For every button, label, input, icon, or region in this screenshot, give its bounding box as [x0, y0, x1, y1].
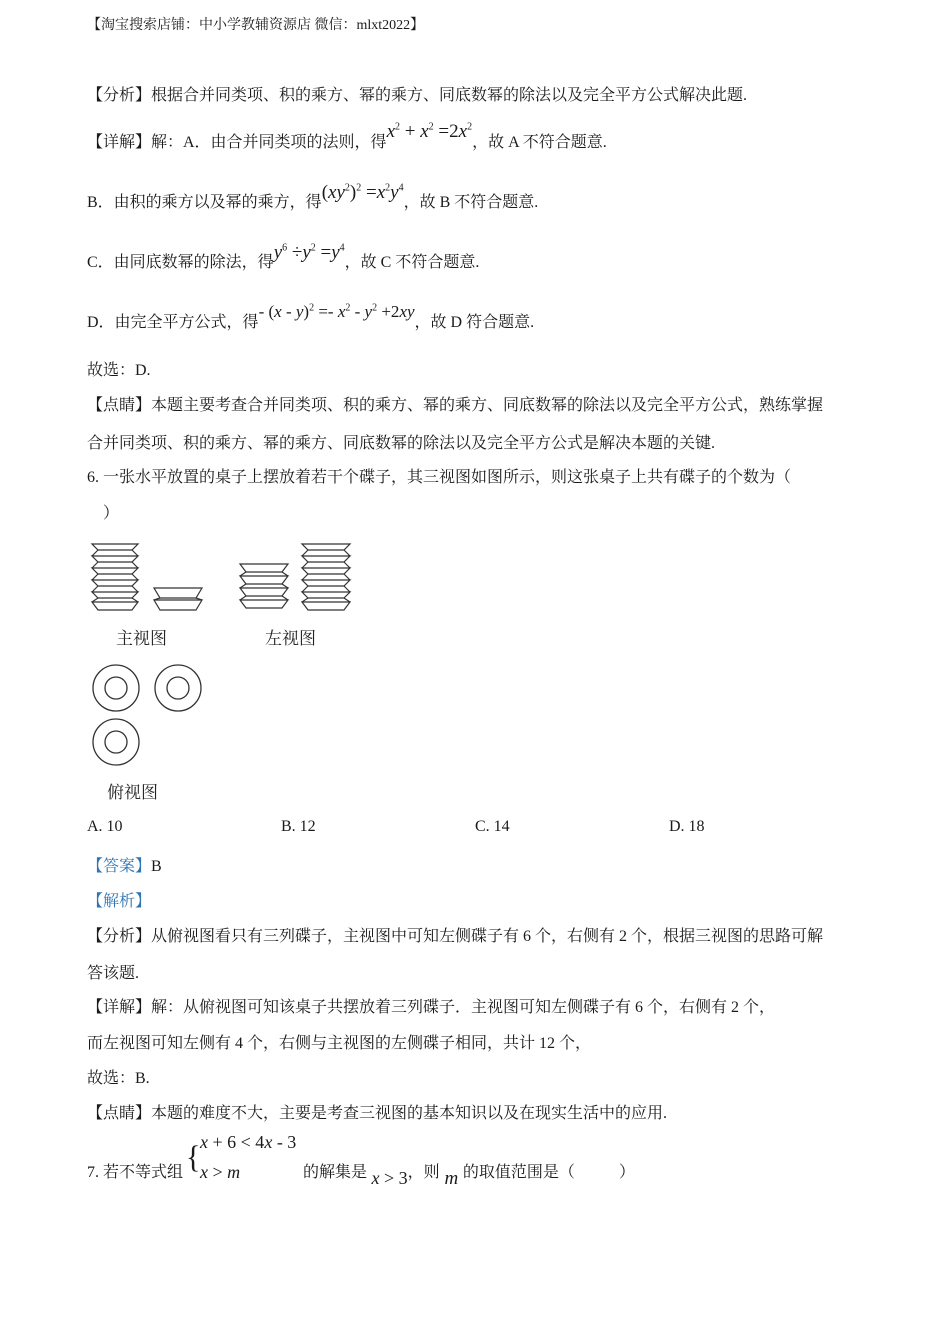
- q5-option-d: D．由完全平方公式，得- $(x - y)^2 =- x^2 - y^2 +2xy$，故 D 符合题意.: [87, 302, 535, 331]
- inequality-2: x > m: [200, 1162, 241, 1182]
- q6-parse-label: 【解析】: [87, 893, 152, 910]
- formula-a: $x^2 + x^2 =2x^2$: [386, 121, 473, 142]
- inequality-1: x + 6 < 4x - 3: [200, 1132, 297, 1152]
- q5-analysis: 【分析】根据合并同类项、积的乘方、幂的乘方、同底数幂的除法以及完全平方公式解决此题.: [87, 87, 748, 104]
- option-b: B. 12: [281, 818, 316, 835]
- q5-detail-a: 【详解】解：A．由合并同类项的法则，得$x^2 + x^2 =2x^2$，故 A 不符合题意.: [87, 121, 607, 151]
- q6-detail-line1: 【详解】解：从俯视图可知该桌子共摆放着三列碟子．主视图可知左侧碟子有 6 个，右侧有 2 个，: [87, 999, 776, 1016]
- system-brace: {: [186, 1140, 201, 1175]
- q6-stem-close: ）: [103, 505, 120, 522]
- q7-close: ）: [619, 1164, 636, 1181]
- q5-comment-line2: 合并同类项、积的乘方、幂的乘方、同底数幂的除法以及完全平方公式是解决本题的关键.: [87, 435, 716, 452]
- left-view-label: 左视图: [265, 629, 316, 649]
- formula-c: $y^6 \div y^2 =y^4$: [273, 242, 345, 263]
- q6-analysis-line1: 【分析】从俯视图看只有三列碟子，主视图中可知左侧碟子有 6 个，右侧有 2 个，根据三视图的思路可解: [87, 928, 824, 945]
- q7-prefix: 7. 若不等式组: [87, 1164, 184, 1181]
- q6-stem: 6. 一张水平放置的桌子上摆放着若干个碟子，其三视图如图所示，则这张桌子上共有碟子的个数为（: [87, 469, 792, 486]
- option-a: A. 10: [87, 818, 123, 835]
- front-view-figure: [88, 538, 208, 614]
- option-d: D. 18: [669, 818, 705, 835]
- q6-answer: 【答案】B: [87, 858, 162, 875]
- q5-option-c: C．由同底数幂的除法，得$y^6 \div y^2 =y^4$，故 C 不符合题意.: [87, 242, 480, 271]
- front-view-label: 主视图: [116, 629, 167, 649]
- q6-choice: 故选：B.: [87, 1070, 150, 1087]
- formula-d: - $(x - y)^2 =- x^2 - y^2 +2xy$: [258, 302, 415, 321]
- q7-middle: 的解集是 x > 3，则 m 的取值范围是（: [303, 1164, 575, 1189]
- q6-analysis-line2: 答该题.: [87, 965, 140, 982]
- q5-choice: 故选：D.: [87, 362, 151, 379]
- q5-comment-line1: 【点睛】本题主要考查合并同类项、积的乘方、幂的乘方、同底数幂的除法以及完全平方公式，熟练掌握: [87, 397, 824, 414]
- q6-comment: 【点睛】本题的难度不大，主要是考查三视图的基本知识以及在现实生活中的应用.: [87, 1105, 668, 1122]
- q5-option-b: B．由积的乘方以及幂的乘方，得$(xy^2)^2 =x^2y^4$，故 B 不符合题意.: [87, 182, 539, 211]
- left-view-figure: [236, 538, 356, 614]
- option-c: C. 14: [475, 818, 510, 835]
- top-view-figure: [88, 660, 208, 772]
- top-view-label: 俯视图: [107, 783, 158, 803]
- header-note: 【淘宝搜索店铺：中小学教辅资源店 微信：mlxt2022】: [87, 18, 425, 33]
- formula-b: $(xy^2)^2 =x^2y^4$: [321, 182, 404, 203]
- q6-detail-line2: 而左视图可知左侧有 4 个，右侧与主视图的左侧碟子相同，共计 12 个，: [87, 1035, 592, 1052]
